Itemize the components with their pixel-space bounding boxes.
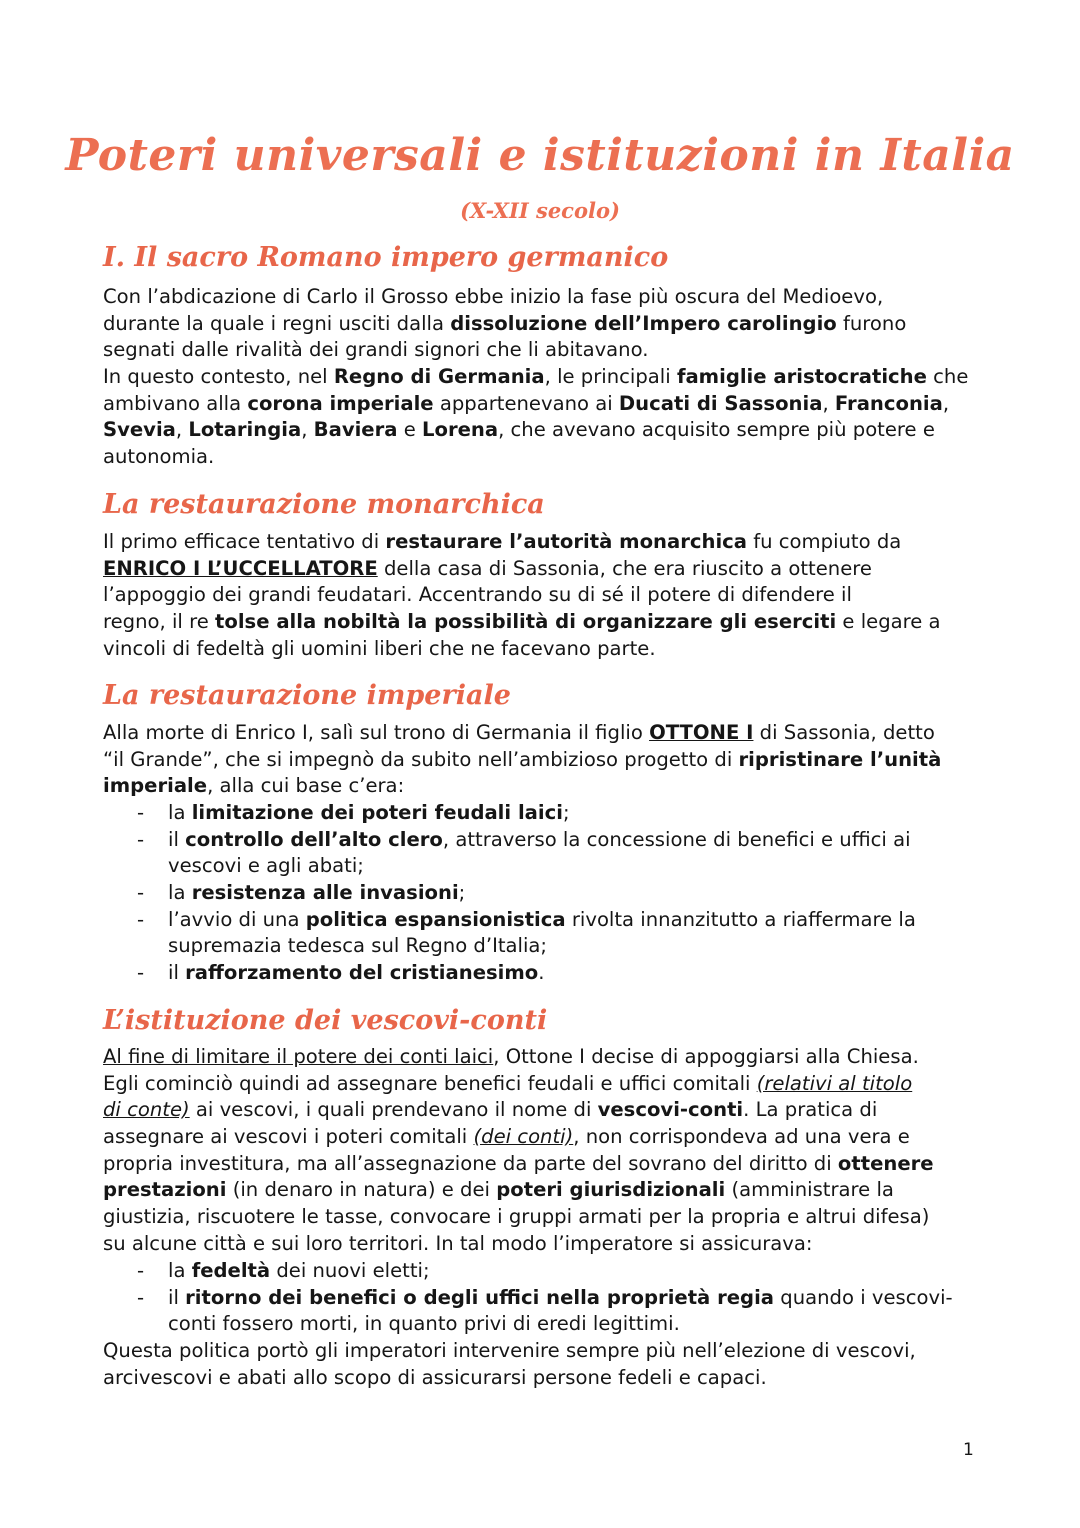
list-item [103,827,916,880]
text-line: ENRICO I L’UCCELLATORE della casa di Sassonia, che era riuscito a ottenere [103,556,872,580]
dash-bullet-icon: - [137,1259,145,1282]
text-line: imperiale, alla cui base c’era: [103,774,405,798]
text-line: “il Grande”, che si impegnò da subito nell’ambizioso progetto di ripristinare l’unità [103,747,942,771]
text-line: assegnare ai vescovi i poteri comitali (dei conti), non corrispondeva ad una vera e [103,1125,910,1149]
text-line: giustizia, riscuotere le tasse, convocare i gruppi armati per la propria e altrui difesa) [103,1205,930,1229]
section-heading-4: L’istituzione dei vescovi-conti [103,1005,548,1036]
text-line: Al fine di limitare il potere dei conti laici, Ottone I decise di appoggiarsi alla Chiesa. [103,1045,919,1068]
underlined-name: OTTONE I [649,721,754,744]
bold-text: corona imperiale [247,391,434,415]
section-4-closing [103,1338,916,1391]
bold-text: politica espansionistica [305,907,566,931]
page-subtitle: (X-XII secolo) [460,198,620,223]
text-line: il ritorno dei benefici o degli uffici nella proprietà regia quando i vescovi- [168,1285,953,1309]
bold-text: imperiale [103,774,208,798]
text-line: la resistenza alle invasioni; [168,881,466,905]
text-line: Alla morte di Enrico I, salì sul trono di Germania il figlio OTTONE I di Sassonia, detto [103,721,935,744]
section-4-paragraph [103,1044,934,1258]
text-line: l’avvio di una politica espansionistica rivolta innanzitutto a riaffermare la [168,907,916,931]
bold-text: Lorena [422,418,499,442]
text-line: propria investitura, ma all’assegnazione da parte del sovrano del diritto di ottenere [103,1151,934,1175]
bold-text: controllo dell’alto clero [185,827,443,851]
section-heading-1: I. Il sacro Romano impero germanico [103,242,669,273]
italic-note: (relativi al titolo [756,1071,913,1095]
text-line: vescovi e agli abati; [168,854,364,878]
text-line: l’appoggio dei grandi feudatari. Accentrando su di sé il potere di difendere il [103,583,852,607]
list-item [103,1258,953,1285]
text-line: Questa politica portò gli imperatori intervenire sempre più nell’elezione di vescovi, [103,1339,916,1362]
bold-text: restaurare l’autorità monarchica [385,530,748,553]
page-title: Poteri universali e istituzioni in Italia [65,130,1015,181]
underlined-text: Al fine di limitare il potere dei conti laici [103,1045,494,1068]
bold-text: resistenza alle invasioni [191,881,459,905]
section-2-paragraph [103,529,941,662]
text-line: In questo contesto, nel Regno di Germania, le principali famiglie aristocratiche che [103,365,969,389]
bold-text: Regno di Germania [333,365,545,389]
bold-text: dissoluzione dell’Impero carolingio [450,311,837,335]
text-line: Svevia, Lotaringia, Baviera e Lorena, che avevano acquisito sempre più potere e [103,418,935,442]
text-line: Con l’abdicazione di Carlo il Grosso ebbe inizio la fase più oscura del Medioevo, [103,285,884,308]
list-item [103,1285,953,1338]
text-line: su alcune città e sui loro territori. In tal modo l’imperatore si assicurava: [103,1231,813,1255]
text-line: prestazioni (in denaro in natura) e dei poteri giurisdizionali (amministrare la [103,1178,894,1202]
bold-text: famiglie aristocratiche [676,365,927,389]
bold-text: poteri giurisdizionali [496,1178,726,1202]
bold-text: tolse alla nobiltà la possibilità di organizzare gli eserciti [215,610,837,634]
text-line: durante la quale i regni usciti dalla dissoluzione dell’Impero carolingio furono [103,311,907,335]
text-line: segnati dalle rivalità dei grandi signori che li abitavano. [103,338,649,362]
bold-text: prestazioni [103,1178,227,1202]
bold-text: ritorno dei benefici o degli uffici nella proprietà regia [185,1285,775,1309]
bold-text: ripristinare l’unità [738,747,942,771]
text-line: regno, il re tolse alla nobiltà la possibilità di organizzare gli eserciti e legare a [103,610,941,634]
text-line: supremazia tedesca sul Regno d’Italia; [168,934,548,958]
list-item [103,960,916,987]
bold-text: vescovi-conti [597,1098,744,1122]
italic-note: di conte) [103,1098,190,1122]
text-line: ambivano alla corona imperiale appartenevano ai Ducati di Sassonia, Franconia, [103,391,950,415]
dash-bullet-icon: - [137,907,145,931]
bold-text: ottenere [837,1151,934,1175]
text-line: vincoli di fedeltà gli uomini liberi che ne facevano parte. [103,636,656,660]
text-line: conti fossero morti, in quanto privi di eredi legittimi. [168,1312,680,1336]
bold-text: rafforzamento del cristianesimo [185,961,539,985]
section-3-paragraph [103,720,941,800]
section-3-bullet-list [103,800,916,987]
dash-bullet-icon: - [137,827,145,851]
text-line: di conte) ai vescovi, i quali prendevano il nome di vescovi-conti. La pratica di [103,1098,878,1122]
bold-text: Franconia [834,391,943,415]
underlined-name: ENRICO I L’UCCELLATORE [103,556,378,580]
section-4-bullet-list [103,1258,953,1338]
text-line: arcivescovi e abati allo scopo di assicurarsi persone fedeli e capaci. [103,1365,767,1389]
section-1-paragraph [103,284,968,471]
bold-text: Ducati di Sassonia [618,391,823,415]
list-item [103,800,916,827]
section-heading-3: La restaurazione imperiale [103,680,511,711]
dash-bullet-icon: - [137,961,145,985]
text-line: il rafforzamento del cristianesimo. [168,961,545,985]
page-number: 1 [963,1440,974,1460]
list-item [103,880,916,907]
text-line: il controllo dell’alto clero, attraverso la concessione di benefici e uffici ai [168,827,911,851]
italic-note: (dei conti) [473,1125,574,1149]
dash-bullet-icon: - [137,881,145,905]
bold-text: Baviera [313,418,398,442]
text-line: autonomia. [103,445,215,469]
text-line: Il primo efficace tentativo di restaurare l’autorità monarchica fu compiuto da [103,530,902,553]
dash-bullet-icon: - [137,801,145,824]
list-item [103,907,916,960]
bold-text: Lotaringia [188,418,302,442]
text-line: la limitazione dei poteri feudali laici; [168,801,570,824]
text-line: Egli cominciò quindi ad assegnare benefici feudali e uffici comitali (relativi al titolo [103,1071,913,1095]
dash-bullet-icon: - [137,1285,145,1309]
text-line: la fedeltà dei nuovi eletti; [168,1259,430,1282]
bold-text: limitazione dei poteri feudali laici [191,801,563,824]
bold-text: fedeltà [191,1259,271,1282]
section-heading-2: La restaurazione monarchica [103,489,545,520]
bold-text: Svevia [103,418,176,442]
